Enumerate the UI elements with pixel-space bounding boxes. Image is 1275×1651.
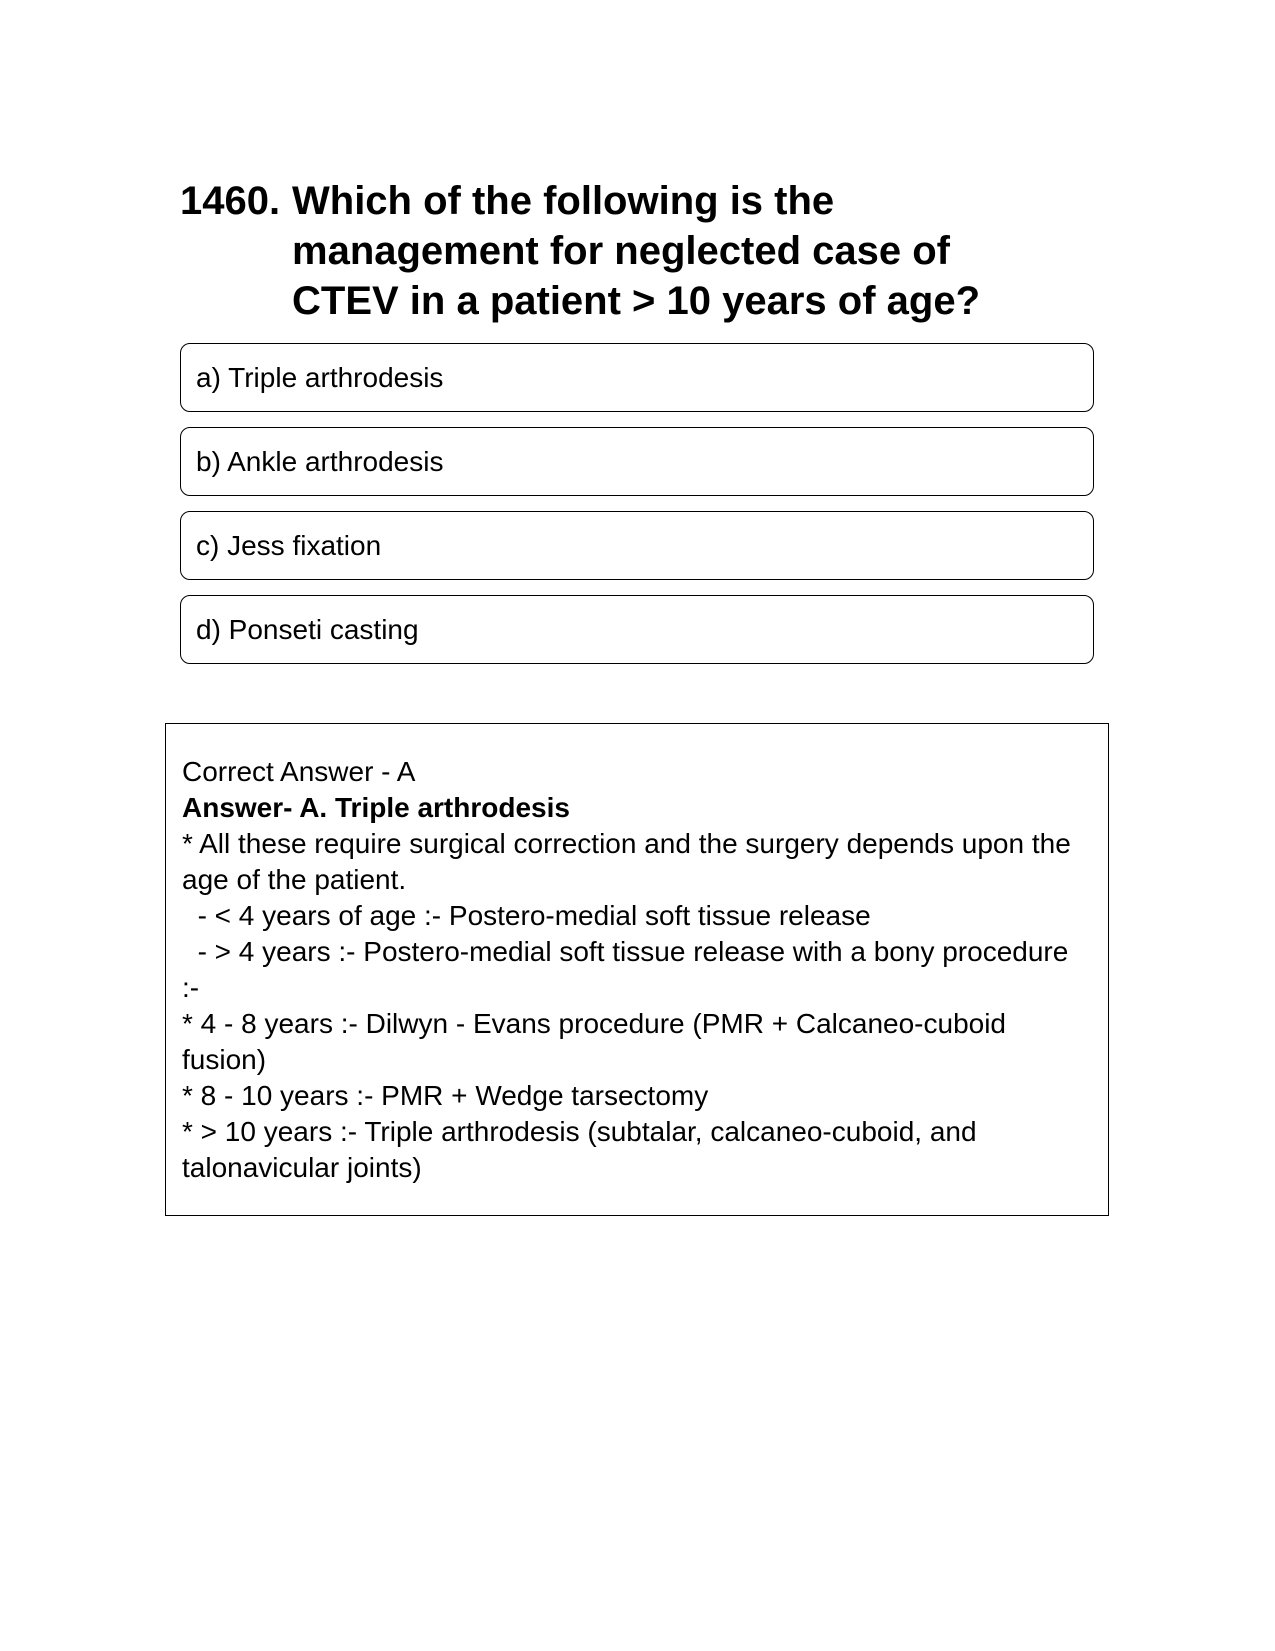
explanation-line: * > 10 years :- Triple arthrodesis (subtalar, calcaneo-cuboid, and talonavicular joints)	[182, 1116, 985, 1183]
option-a[interactable]: a) Triple arthrodesis	[180, 343, 1094, 412]
option-c[interactable]: c) Jess fixation	[180, 511, 1094, 580]
question-text: Which of the following is the management for neglected case of CTEV in a patient > 10 years of age?	[292, 179, 981, 323]
answer-explanation-box	[165, 723, 1109, 1216]
option-b[interactable]: b) Ankle arthrodesis	[180, 427, 1094, 496]
explanation-line: - > 4 years :- Postero-medial soft tissue release with a bony procedure :-	[182, 936, 1077, 1003]
explanation-line: * 4 - 8 years :- Dilwyn - Evans procedure (PMR + Calcaneo-cuboid fusion)	[182, 1008, 1014, 1075]
option-d[interactable]: d) Ponseti casting	[180, 595, 1094, 664]
explanation-line: * All these require surgical correction and the surgery depends upon the age of the patient.	[182, 828, 1079, 895]
answer-heading: Answer- A. Triple arthrodesis	[182, 792, 570, 823]
explanation-line: * 8 - 10 years :- PMR + Wedge tarsectomy	[182, 1080, 709, 1111]
question	[180, 176, 1080, 326]
question-number: 1460.	[180, 179, 281, 223]
explanation-line: - < 4 years of age :- Postero-medial soft tissue release	[182, 900, 871, 931]
options-list	[180, 343, 1094, 679]
correct-answer-label: Correct Answer - A	[182, 756, 416, 787]
